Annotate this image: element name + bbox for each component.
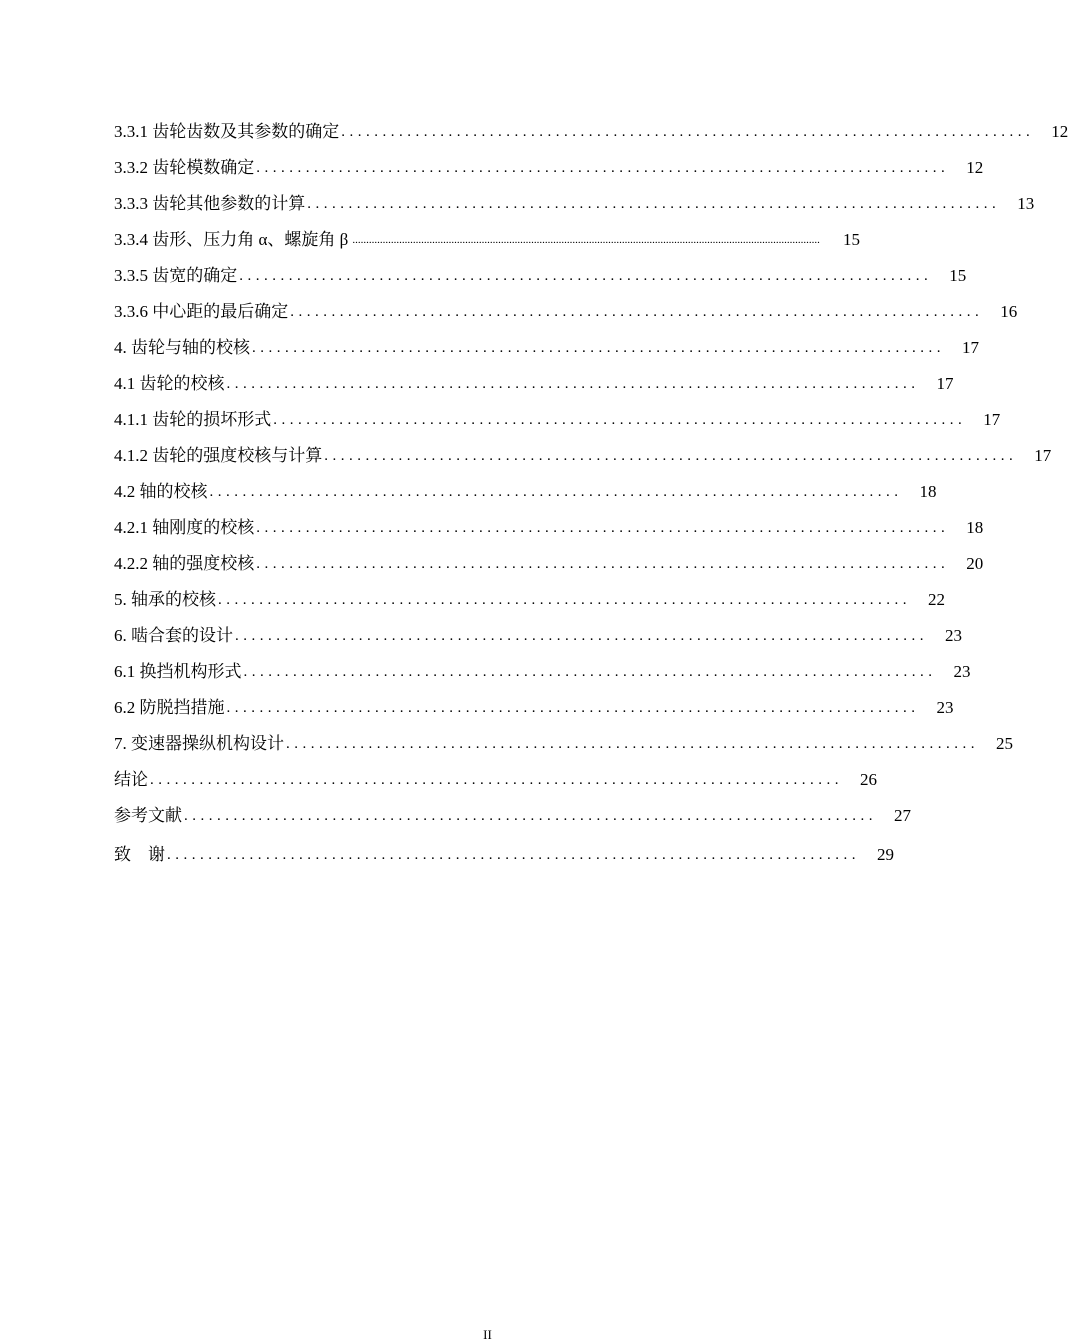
dot-leader: ....................................................................................	[256, 520, 950, 536]
toc-entry[interactable]	[114, 646, 971, 682]
dot-leader: ....................................................................................	[150, 772, 843, 788]
toc-entry[interactable]	[114, 214, 860, 250]
toc-entry[interactable]	[114, 322, 979, 358]
toc-entry-page: 26	[860, 770, 877, 789]
dot-leader: ....................................................................................	[226, 700, 920, 716]
toc-entry[interactable]	[114, 358, 954, 394]
page-number-footer: II	[483, 1327, 492, 1342]
dot-leader: ....................................................................................	[256, 556, 950, 572]
toc-entry-page: 18	[966, 518, 984, 537]
dot-leader: ....................................................................................	[324, 448, 1018, 464]
toc-entry-page: 12	[1051, 122, 1068, 141]
toc-entry-page: 25	[996, 734, 1013, 753]
toc-entry-title: 5. 轴承的校核	[114, 590, 216, 609]
toc-entry-title: 4.2.2 轴的强度校核	[114, 554, 255, 573]
toc-entry[interactable]	[114, 466, 937, 502]
toc-entry-page: 15	[843, 230, 860, 249]
dot-leader: ....................................................................................	[307, 196, 1001, 212]
toc-entry-page: 23	[945, 626, 962, 645]
dot-leader: ....................................................................................	[239, 268, 933, 284]
toc-entry-title: 3.3.4 齿形、压力角 α、螺旋角 β	[114, 230, 349, 249]
toc-entry-title: 6.1 换挡机构形式	[114, 662, 242, 681]
toc-entry-title: 3.3.6 中心距的最后确定	[114, 302, 289, 321]
dot-leader: ....................................................................................	[218, 592, 911, 608]
dot-leader: ....................................................................................	[226, 376, 920, 392]
toc-entry-page: 17	[936, 374, 954, 393]
dot-leader: ....................................................................................	[209, 484, 903, 500]
dot-leader: ....................................................................................	[341, 124, 1035, 140]
toc-entry-page: 27	[894, 806, 911, 825]
toc-entry[interactable]	[114, 790, 911, 826]
toc-entry-page: 20	[966, 554, 984, 573]
toc-entry-page: 23	[936, 698, 954, 717]
toc-entry-page: 13	[1017, 194, 1035, 213]
dot-leader: ....................................................................................	[243, 664, 937, 680]
toc-entry-title: 3.3.1 齿轮齿数及其参数的确定	[114, 122, 340, 141]
toc-entry[interactable]	[114, 682, 954, 718]
dot-leader: ....................................................................................	[235, 628, 928, 644]
toc-entry[interactable]	[114, 430, 1052, 466]
toc-entry[interactable]	[114, 502, 984, 538]
toc-entry-page: 15	[949, 266, 967, 285]
dot-leader: ....................................................................................	[290, 304, 984, 320]
toc-entry[interactable]	[114, 718, 1013, 754]
toc-entry-title: 3.3.5 齿宽的确定	[114, 266, 238, 285]
toc-entry-title: 3.3.2 齿轮模数确定	[114, 158, 255, 177]
dot-leader: ....................................................................................	[252, 340, 945, 356]
dot-leader: ....................................................................................	[286, 736, 979, 752]
toc-entry[interactable]	[114, 754, 877, 790]
toc-entry-title: 4. 齿轮与轴的校核	[114, 338, 250, 357]
toc-entry-page: 17	[983, 410, 1001, 429]
toc-entry-page: 22	[928, 590, 945, 609]
toc-entry-title: 参考文献	[114, 806, 182, 825]
toc-entry-title: 致 谢	[114, 845, 165, 864]
toc-entry-title: 4.1 齿轮的校核	[114, 374, 225, 393]
toc-entry-page: 23	[953, 662, 971, 681]
toc-entry[interactable]	[114, 394, 1001, 430]
toc-entry-title: 4.1.2 齿轮的强度校核与计算	[114, 446, 323, 465]
toc-entry[interactable]	[114, 178, 1035, 214]
toc-entry[interactable]	[114, 538, 984, 574]
toc-entry-page: 17	[962, 338, 979, 357]
toc-entry-title: 4.2 轴的校核	[114, 482, 208, 501]
toc-entry[interactable]	[114, 286, 1018, 322]
toc-entry-title: 3.3.3 齿轮其他参数的计算	[114, 194, 306, 213]
toc-entry-title: 4.2.1 轴刚度的校核	[114, 518, 255, 537]
toc-entry[interactable]	[114, 142, 984, 178]
toc-entry[interactable]	[114, 106, 1068, 142]
toc-entry-page: 29	[877, 845, 894, 864]
table-of-contents	[114, 106, 1068, 865]
toc-entry-title: 4.1.1 齿轮的损坏形式	[114, 410, 272, 429]
toc-entry[interactable]	[114, 610, 962, 646]
toc-entry-page: 16	[1000, 302, 1018, 321]
dot-leader: ....................................................................................	[184, 808, 877, 824]
toc-entry-page: 12	[966, 158, 984, 177]
dot-leader: ....................................................................................	[167, 847, 860, 863]
toc-entry-title: 7. 变速器操纵机构设计	[114, 734, 284, 753]
toc-entry-title: 6. 啮合套的设计	[114, 626, 233, 645]
dot-leader: ....................................................................................	[273, 412, 967, 428]
toc-entry-page: 17	[1034, 446, 1052, 465]
toc-entry-page: 18	[919, 482, 937, 501]
toc-entry[interactable]	[114, 250, 967, 286]
toc-entry[interactable]	[114, 826, 894, 865]
dot-leader: ....................................................................................	[256, 160, 950, 176]
toc-entry[interactable]	[114, 574, 945, 610]
toc-entry-title: 结论	[114, 770, 148, 789]
toc-entry-title: 6.2 防脱挡措施	[114, 698, 225, 717]
dot-leader: ..........................................................................................................................................................................	[352, 234, 820, 246]
